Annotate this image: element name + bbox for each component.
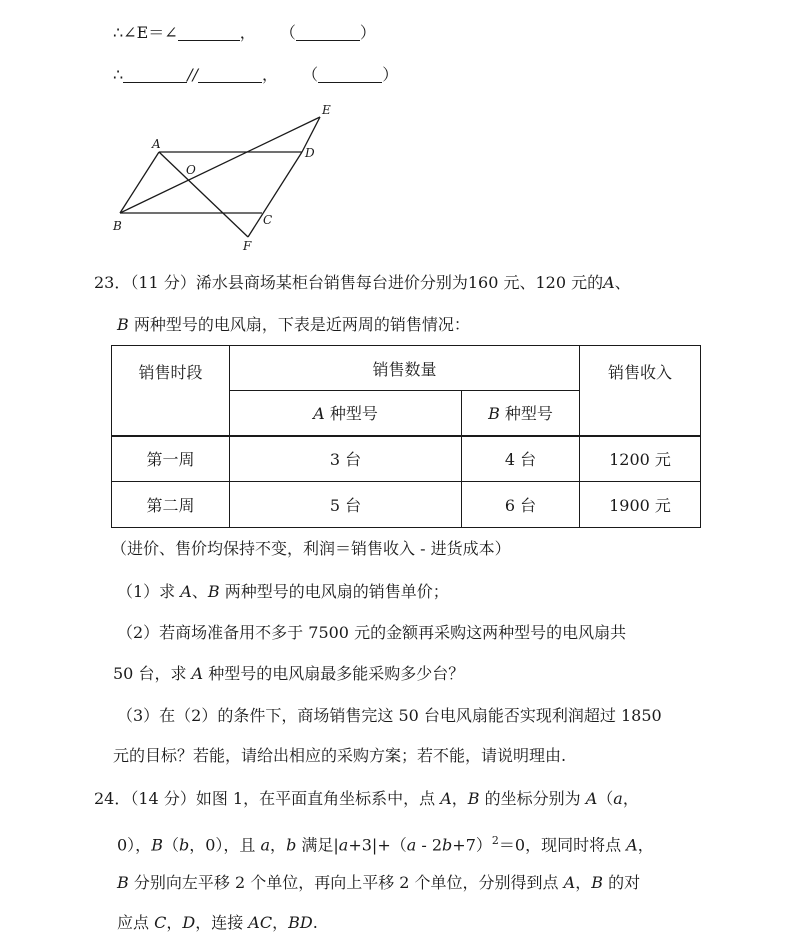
header-period: 销售时段	[112, 346, 230, 436]
q23-note: （进价、售价均保持不变，利润＝销售收入 - 进货成本）	[111, 539, 511, 558]
header-income: 销售收入	[580, 346, 701, 436]
reason-line-1	[113, 22, 376, 44]
answer-blank[interactable]	[123, 66, 187, 83]
label-a: A	[152, 137, 161, 151]
table-row	[112, 436, 701, 482]
cell-income: 1200 元	[580, 436, 701, 482]
q24-line-1: 24．（14 分）如图 1，在平面直角坐标系中，点 A，B 的坐标分别为 A（a，	[94, 789, 639, 808]
geometry-figure	[100, 100, 345, 252]
q23-part-3-line-1: （3）在（2）的条件下，商场销售完这 50 台电风扇能否实现利润超过 1850	[117, 706, 662, 725]
separator: ，	[239, 23, 256, 42]
header-quantity: 销售数量	[230, 346, 580, 391]
cell-qty-a: 5 台	[230, 482, 462, 528]
question-text: 浠水县商场某柜台销售每台进价分别为160 元、120 元的	[195, 273, 604, 292]
answer-blank[interactable]	[198, 66, 262, 83]
label-d: D	[305, 146, 315, 160]
paren-close: ）	[382, 65, 399, 84]
cell-period: 第一周	[112, 436, 230, 482]
reason-blank[interactable]	[296, 24, 360, 41]
sales-table	[111, 345, 701, 528]
label-c: C	[263, 213, 273, 227]
segment-dcf	[248, 152, 302, 237]
reason-line-2	[113, 64, 398, 86]
q23-part-2-line-2: 50 台，求 A 种型号的电风扇最多能采购多少台？	[113, 664, 465, 683]
question-score: （11 分）	[130, 273, 196, 292]
separator: ，	[261, 65, 278, 84]
model-b: B	[117, 315, 129, 334]
paren-open: （	[279, 23, 296, 42]
question-number: 23．	[94, 273, 131, 292]
paren-close: ）	[359, 23, 376, 42]
cell-period: 第二周	[112, 482, 230, 528]
answer-blank[interactable]	[178, 24, 240, 41]
cell-qty-b: 4 台	[462, 436, 580, 482]
label-e: E	[322, 103, 331, 117]
label-o: O	[186, 163, 196, 177]
reason-blank[interactable]	[318, 66, 382, 83]
q23-part-1: （1）求 A、B 两种型号的电风扇的销售单价；	[117, 582, 449, 601]
q24-line-2: 0），B（b，0），且 a，b 满足$|a+3|+(a - 2b+7)^2=0$，现同时将点 A，	[117, 834, 654, 855]
label-b: B	[113, 219, 122, 233]
paren-open: （	[302, 65, 319, 84]
q24-line-4: 应点 C，D，连接 AC，BD.	[117, 913, 318, 932]
cell-qty-a: 3 台	[230, 436, 462, 482]
segment-af	[159, 152, 248, 237]
punct: 、	[614, 273, 631, 292]
q23-part-2-line-1: （2）若商场准备用不多于 7500 元的金额再采购这两种型号的电风扇共	[117, 623, 627, 642]
q23-line-2	[117, 314, 470, 336]
label-f: F	[243, 239, 252, 252]
q23-line-1	[94, 272, 631, 294]
cell-qty-b: 6 台	[462, 482, 580, 528]
therefore-symbol: ∴	[113, 65, 124, 84]
question-text: 两种型号的电风扇，下表是近两周的销售情况：	[128, 315, 470, 334]
question-number: 24．	[94, 789, 131, 808]
subheader-model-a: A 种型号	[230, 391, 462, 436]
angle-statement: ∴∠E＝∠	[113, 23, 178, 42]
cell-income: 1900 元	[580, 482, 701, 528]
q23-part-3-line-2: 元的目标？若能，请给出相应的采购方案；若不能，请说明理由.	[113, 746, 567, 765]
table-row	[112, 482, 701, 528]
model-a: A	[603, 273, 615, 292]
q24-line-3: B 分别向左平移 2 个单位，再向上平移 2 个单位，分别得到点 A，B 的对	[117, 873, 641, 892]
question-score: （14 分）	[130, 789, 196, 808]
subheader-model-b: B 种型号	[462, 391, 580, 436]
parallel-symbol: //	[187, 65, 198, 84]
